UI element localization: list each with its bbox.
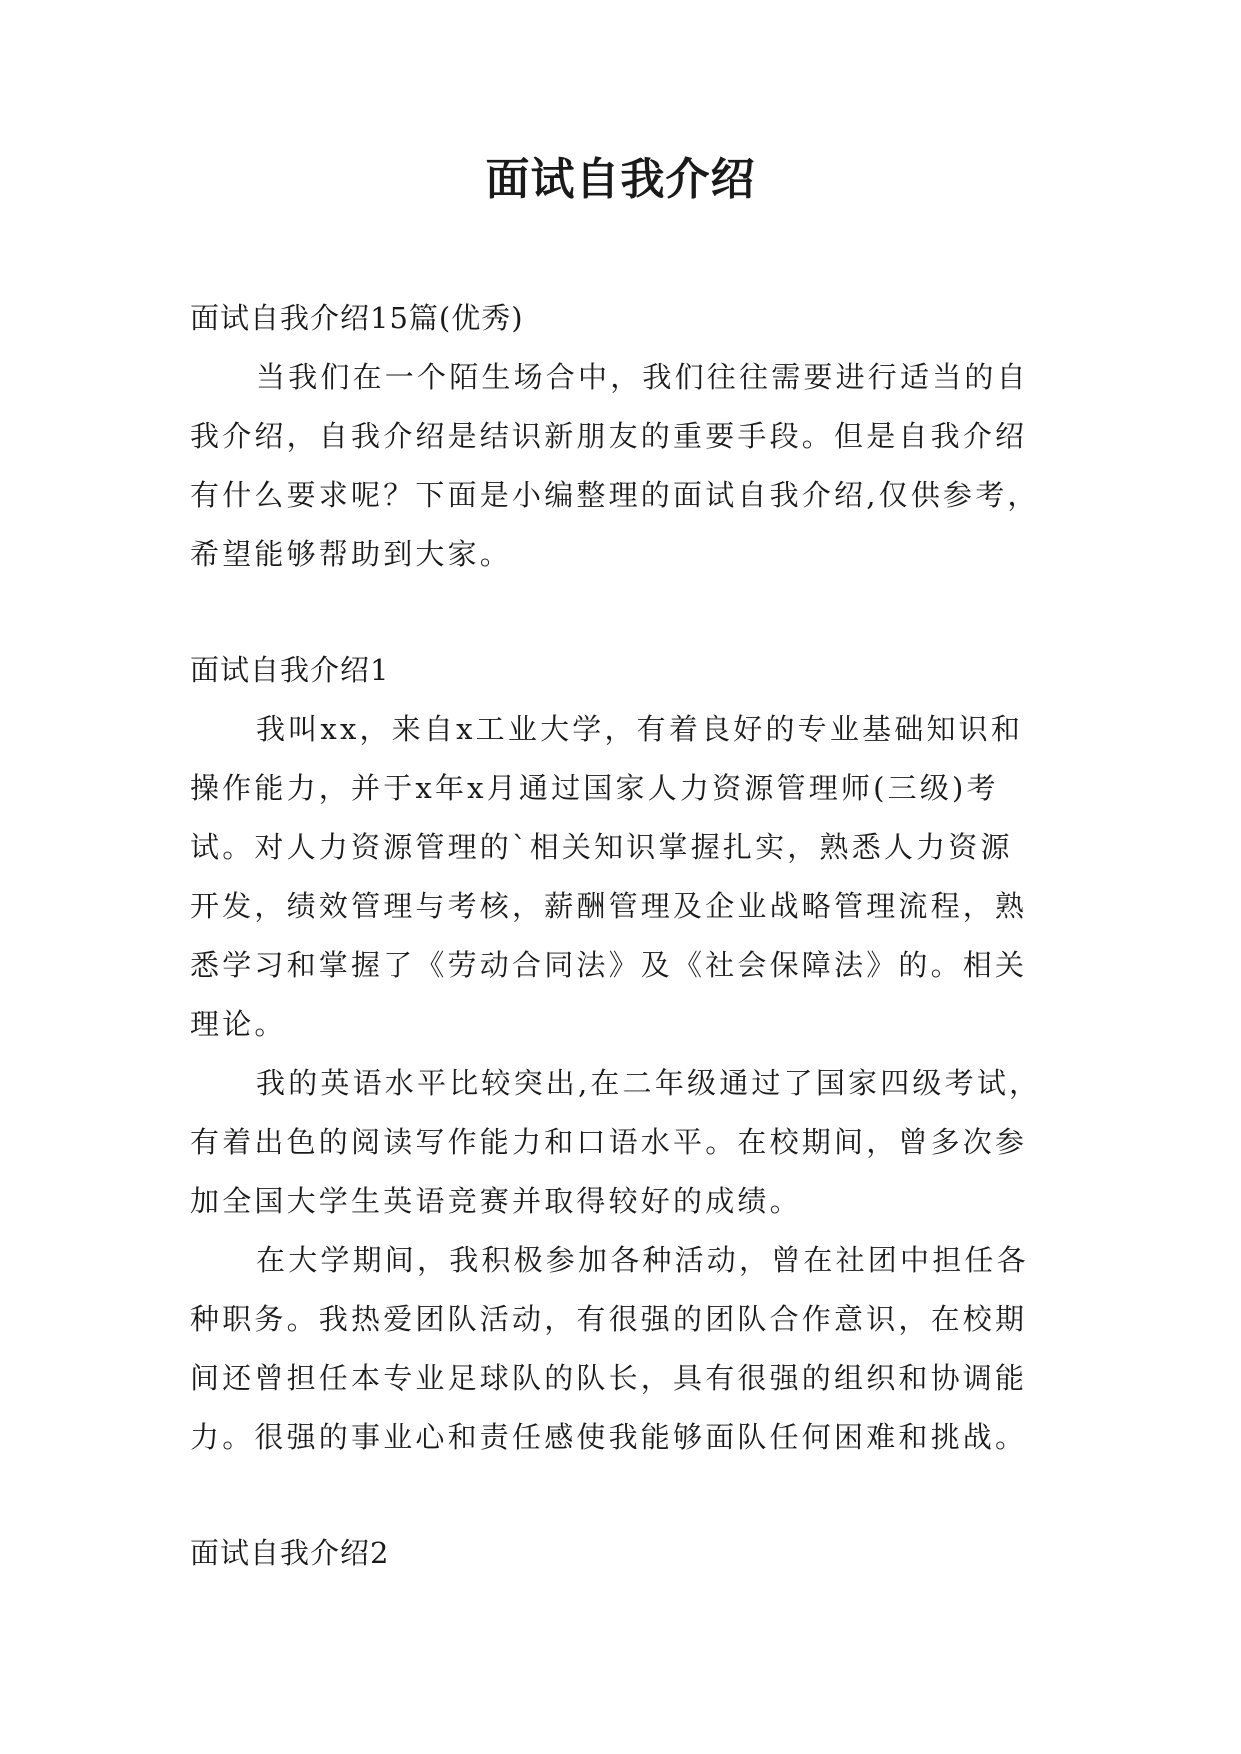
- section-1-heading: 面试自我介绍1: [190, 653, 390, 687]
- section-1-p3-line-3: 间还曾担任本专业足球队的队长，具有很强的组织和协调能: [190, 1361, 1028, 1395]
- section-1-p1-line-1: 我叫xx，来自x工业大学，有着良好的专业基础知识和: [256, 712, 1024, 746]
- document-title: 面试自我介绍: [485, 154, 756, 205]
- section-1-p3-line-2: 种职务。我热爱团队活动，有很强的团队合作意识，在校期: [190, 1302, 1028, 1336]
- intro-line-3: 有什么要求呢？下面是小编整理的面试自我介绍,仅供参考，: [190, 478, 1040, 512]
- section-1-p2-line-3: 加全国大学生英语竞赛并取得较好的成绩。: [190, 1184, 802, 1218]
- intro-line-4: 希望能够帮助到大家。: [190, 537, 513, 571]
- section-1-p1-line-5: 悉学习和掌握了《劳动合同法》及《社会保障法》的。相关: [190, 948, 1028, 982]
- intro-line-1: 当我们在一个陌生场合中，我们往往需要进行适当的自: [256, 360, 1029, 394]
- section-1-p1-line-4: 开发，绩效管理与考核，薪酬管理及企业战略管理流程，熟: [190, 889, 1028, 923]
- section-1-p3-line-4: 力。很强的事业心和责任感使我能够面队任何困难和挑战。: [190, 1420, 1028, 1454]
- section-2-heading: 面试自我介绍2: [190, 1536, 390, 1570]
- section-1-p1-line-6: 理论。: [190, 1007, 287, 1041]
- intro-line-2: 我介绍，自我介绍是结识新朋友的重要手段。但是自我介绍: [190, 419, 1028, 453]
- section-1-p1-line-2: 操作能力，并于x年x月通过国家人力资源管理师(三级)考: [190, 771, 999, 805]
- section-1-p2-line-1: 我的英语水平比较突出,在二年级通过了国家四级考试，: [256, 1066, 1042, 1100]
- section-1-p1-line-3: 试。对人力资源管理的`相关知识掌握扎实，熟悉人力资源: [190, 830, 1013, 864]
- section-1-p3-line-1: 在大学期间，我积极参加各种活动，曾在社团中担任各: [256, 1243, 1029, 1277]
- document-subtitle: 面试自我介绍15篇(优秀): [190, 301, 524, 335]
- section-1-p2-line-2: 有着出色的阅读写作能力和口语水平。在校期间，曾多次参: [190, 1125, 1028, 1159]
